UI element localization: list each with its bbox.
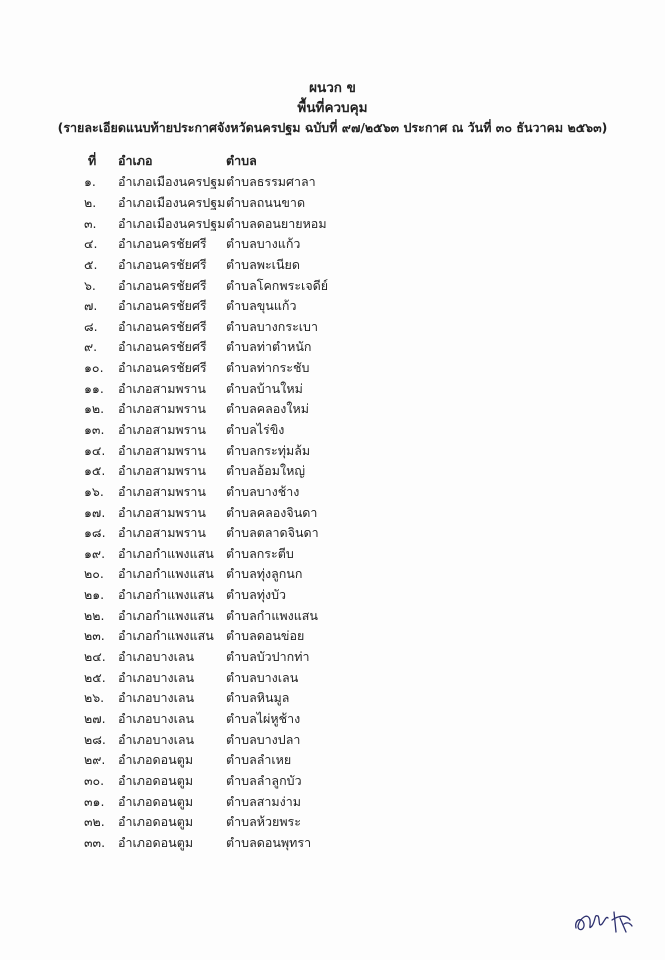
row-no: ๘. [84,318,98,334]
table-row [84,688,384,709]
row-district: อำเภอสามพราน [118,463,206,479]
row-subdistrict: ตำบลคลองใหม่ [226,401,309,417]
row-district: อำเภอดอนตูม [118,793,194,809]
row-no: ๖. [84,277,96,293]
row-district: อำเภอสามพราน [118,380,206,396]
table-row [84,461,384,482]
table-row [84,378,384,399]
table-row [84,399,384,420]
row-subdistrict: ตำบลไผ่หูช้าง [226,710,301,726]
row-district: อำเภอเมืองนครปฐม [118,215,226,231]
row-no: ๙. [84,339,98,355]
row-no: ๒๓. [84,628,105,644]
row-subdistrict: ตำบลท่ากระชับ [226,360,310,376]
row-subdistrict: ตำบลพะเนียด [226,256,300,272]
row-subdistrict: ตำบลกระทุ่มล้ม [226,442,311,458]
table-row [84,296,384,317]
row-no: ๑๔. [84,442,106,458]
table-row [84,605,384,626]
row-subdistrict: ตำบลถนนขาด [226,194,306,210]
row-district: อำเภอบางเลน [118,669,195,685]
row-district: อำเภอบางเลน [118,690,195,706]
row-no: ๒. [84,194,97,210]
annex-title: ผนวก ข [309,80,356,96]
row-district: อำเภอกำแพงแสน [118,607,214,623]
row-no: ๑. [84,174,96,190]
table-row [84,482,384,503]
table-row [84,337,384,358]
row-district: อำเภอบางเลน [118,710,195,726]
signature-icon [572,906,634,936]
row-subdistrict: ตำบลบางช้าง [226,483,300,499]
table-row [84,626,384,647]
row-no: ๑๕. [84,463,106,479]
row-district: อำเภอกำแพงแสน [118,628,214,644]
row-no: ๑๒. [84,401,105,417]
table-row [84,833,384,854]
row-district: อำเภอกำแพงแสน [118,587,214,603]
row-no: ๓๑. [84,793,105,809]
annex-subtitle: พื้นที่ควบคุม [297,100,368,116]
table-row [84,358,384,379]
table-row [84,440,384,461]
table-row [84,750,384,771]
row-district: อำเภอนครชัยศรี [118,360,207,376]
table-row [84,420,384,441]
row-no: ๓๒. [84,814,105,830]
row-no: ๕. [84,256,98,272]
row-district: อำเภอนครชัยศรี [118,236,207,252]
table-row [84,255,384,276]
row-no: ๒๔. [84,649,106,665]
row-subdistrict: ตำบลดอนข่อย [226,628,305,644]
row-subdistrict: ตำบลห้วยพระ [226,814,301,830]
row-district: อำเภอนครชัยศรี [118,339,207,355]
row-subdistrict: ตำบลขุนแก้ว [226,298,297,314]
row-district: อำเภอดอนตูม [118,752,194,768]
table-row [84,213,384,234]
row-district: อำเภอนครชัยศรี [118,277,207,293]
row-no: ๒๑. [84,587,105,603]
row-subdistrict: ตำบลทุ่งบัว [226,587,287,603]
row-district: อำเภอเมืองนครปฐม [118,174,226,190]
row-no: ๑๖. [84,483,104,499]
row-subdistrict: ตำบลบ้านใหม่ [226,380,303,396]
row-no: ๒๗. [84,710,106,726]
row-subdistrict: ตำบลบางเลน [226,669,299,685]
row-no: ๓. [84,215,97,231]
row-district: อำเภอนครชัยศรี [118,298,207,314]
row-subdistrict: ตำบลบางกระเบา [226,318,319,334]
row-district: อำเภอสามพราน [118,525,206,541]
row-district: อำเภอสามพราน [118,483,206,499]
header-no: ที่ [88,153,97,168]
table-header-row [84,150,384,172]
table-row [84,523,384,544]
row-subdistrict: ตำบลบางแก้ว [226,236,301,252]
row-no: ๑๐. [84,360,104,376]
row-no: ๒๕. [84,669,106,685]
row-subdistrict: ตำบลบัวปากท่า [226,649,310,665]
row-district: อำเภอนครชัยศรี [118,256,207,272]
table-row [84,709,384,730]
row-no: ๒๒. [84,607,105,623]
document-header [0,78,665,138]
row-subdistrict: ตำบลโคกพระเจดีย์ [226,277,329,293]
table-row [84,771,384,792]
row-district: อำเภอบางเลน [118,731,195,747]
row-no: ๒๖. [84,690,105,706]
table-row [84,647,384,668]
table-row [84,544,384,565]
row-no: ๒๙. [84,752,106,768]
row-district: อำเภอดอนตูม [118,814,194,830]
row-subdistrict: ตำบลท่าตำหนัก [226,339,312,355]
row-no: ๒๐. [84,566,104,582]
table-row [84,193,384,214]
row-subdistrict: ตำบลลำลูกบัว [226,772,302,788]
row-district: อำเภอเมืองนครปฐม [118,194,226,210]
control-area-table [84,150,384,853]
row-subdistrict: ตำบลดอนพุทรา [226,834,312,850]
row-district: อำเภอกำแพงแสน [118,545,214,561]
row-district: อำเภอสามพราน [118,422,206,437]
row-district: อำเภอสามพราน [118,442,206,458]
row-no: ๒๘. [84,731,106,747]
row-no: ๑๘. [84,525,106,541]
table-row [84,172,384,193]
header-district: อำเภอ [118,153,153,168]
row-subdistrict: ตำบลดอนยายหอม [226,215,327,231]
row-subdistrict: ตำบลบางปลา [226,731,301,747]
row-no: ๔. [84,236,98,252]
table-row [84,791,384,812]
row-subdistrict: ตำบลธรรมศาลา [226,174,316,190]
table-row [84,564,384,585]
row-subdistrict: ตำบลอ้อมใหญ่ [226,463,305,479]
row-no: ๑๗. [84,504,106,520]
row-district: อำเภอดอนตูม [118,772,194,788]
row-district: อำเภอดอนตูม [118,834,194,850]
table-row [84,234,384,255]
table-body [84,172,384,853]
row-subdistrict: ตำบลทุ่งลูกนก [226,566,303,582]
row-subdistrict: ตำบลคลองจินดา [226,504,318,520]
row-district: อำเภอบางเลน [118,649,195,665]
row-no: ๑๑. [84,380,104,396]
annex-detail: (รายละเอียดแนบท้ายประกาศจังหวัดนครปฐม ฉบับที่ ๙๗/๒๕๖๓ ประกาศ ณ วันที่ ๓๐ ธันวาคม ๒๕๖๓) [57,120,608,135]
row-no: ๑๓. [84,422,105,437]
table-row [84,275,384,296]
table-row [84,667,384,688]
row-subdistrict: ตำบลกำแพงแสน [226,607,318,623]
row-district: อำเภอสามพราน [118,504,206,520]
row-district: อำเภอกำแพงแสน [118,566,214,582]
table-row [84,729,384,750]
row-subdistrict: ตำบลกระตีบ [226,545,294,561]
row-no: ๓๓. [84,834,106,850]
row-subdistrict: ตำบลไร่ขิง [226,422,285,437]
row-subdistrict: ตำบลหินมูล [226,690,290,706]
row-district: อำเภอสามพราน [118,401,206,417]
table-row [84,585,384,606]
row-subdistrict: ตำบลสามง่าม [226,793,301,809]
row-subdistrict: ตำบลลำเหย [226,752,292,768]
table-row [84,316,384,337]
row-no: ๗. [84,298,98,314]
row-district: อำเภอนครชัยศรี [118,318,207,334]
header-subdistrict: ตำบล [226,153,257,168]
row-subdistrict: ตำบลตลาดจินดา [226,525,319,541]
row-no: ๑๙. [84,545,106,561]
table-row [84,502,384,523]
row-no: ๓๐. [84,772,105,788]
table-row [84,812,384,833]
